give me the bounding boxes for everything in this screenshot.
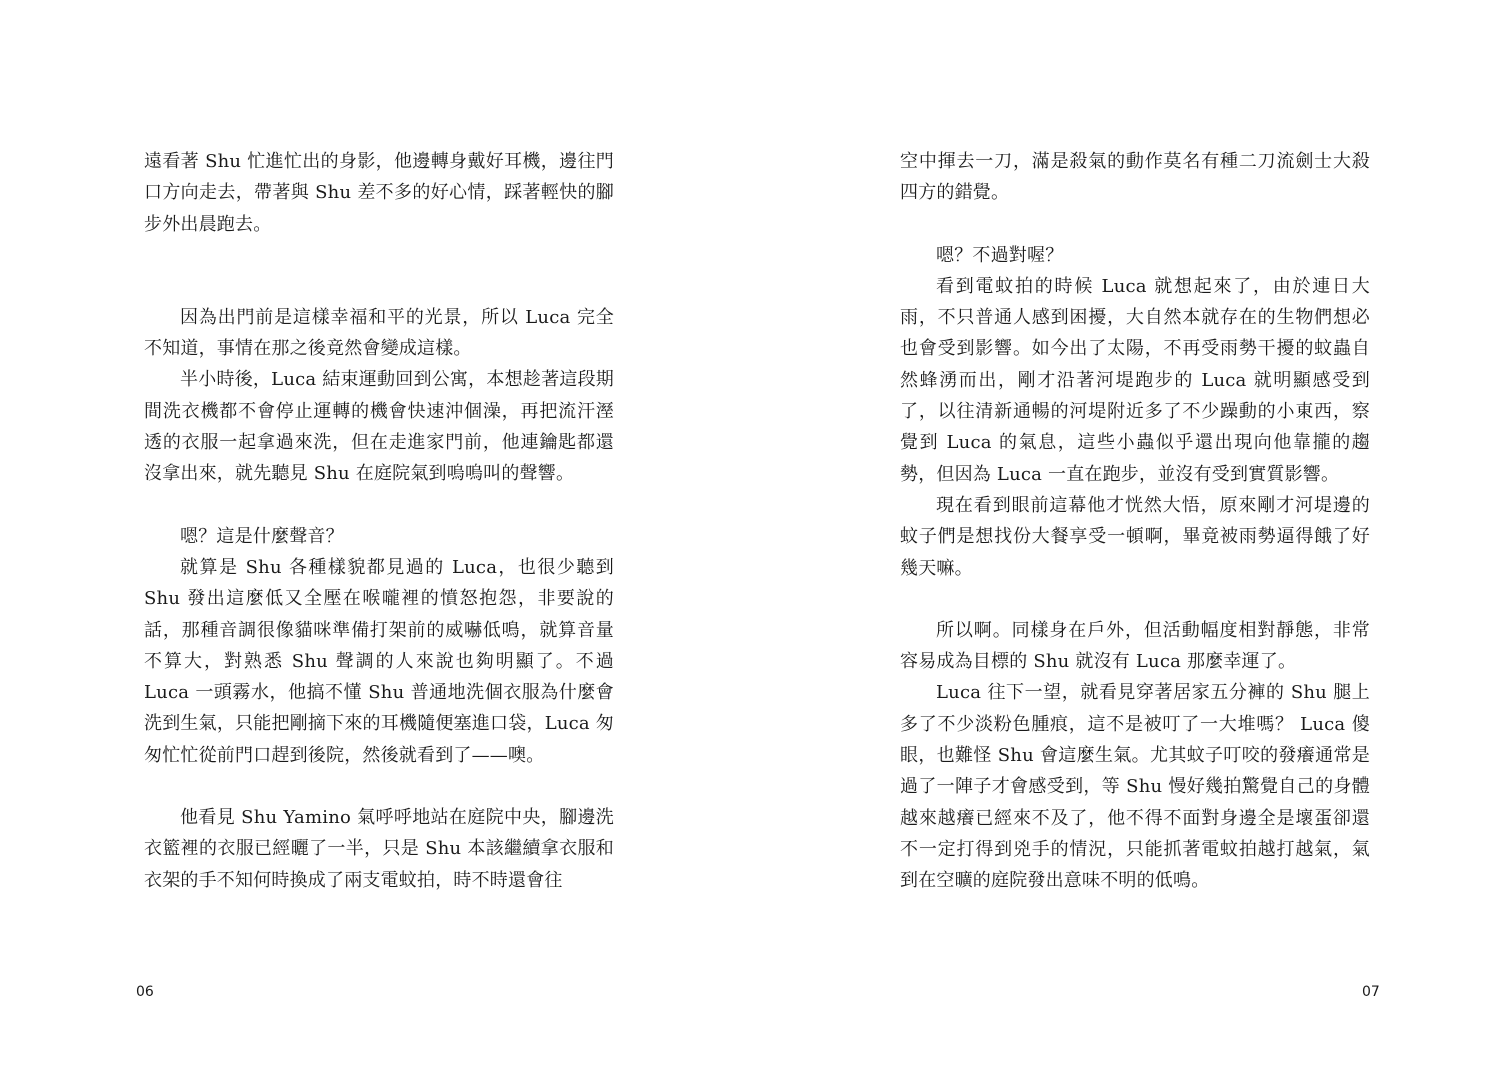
paragraph-gap xyxy=(900,584,1370,615)
paragraph: 看到電蚊拍的時候 Luca 就想起來了，由於連日大雨，不只普通人感到困擾，大自然本就存在的生物們想必也會受到影響。如今出了太陽，不再受雨勢干擾的蚊蟲自然蜂湧而出，剛才沿著河堤跑步的 Luca 就明顯感受到了，以往清新通暢的河堤附近多了不少躁動的小東西，察覺到 Luca 的氣息，這些小蟲似乎還出現向他靠攏的趨勢，但因為 Luca 一直在跑步，並沒有受到實質影響。 xyxy=(900,275,1370,485)
right-page-body xyxy=(900,146,1370,897)
paragraph: 嗯？不過對喔？ xyxy=(936,244,1064,266)
paragraph: 空中揮去一刀，滿是殺氣的動作莫名有種二刀流劍士大殺四方的錯覺。 xyxy=(900,151,1370,204)
paragraph: 因為出門前是這樣幸福和平的光景，所以 Luca 完全不知道，事情在那之後竟然會變成這樣。 xyxy=(144,306,614,360)
paragraph-gap xyxy=(144,490,614,521)
paragraph: 嗯？這是什麼聲音？ xyxy=(180,525,344,547)
page-number: 06 xyxy=(136,984,154,1000)
paragraph: 所以啊。同樣身在戶外，但活動幅度相對靜態，非常容易成為目標的 Shu 就沒有 Luca 那麼幸運了。 xyxy=(900,619,1370,673)
paragraph: 遠看著 Shu 忙進忙出的身影，他邊轉身戴好耳機，邊往門口方向走去，帶著與 Shu 差不多的好心情，踩著輕快的腳步外出晨跑去。 xyxy=(144,151,614,235)
paragraph: 他看見 Shu Yamino 氣呼呼地站在庭院中央，腳邊洗衣籃裡的衣服已經曬了一半，只是 Shu 本該繼續拿衣服和衣架的手不知何時換成了兩支電蚊拍，時不時還會往 xyxy=(144,807,614,891)
page-number: 07 xyxy=(1362,984,1380,1000)
paragraph: Luca 往下一望，就看見穿著居家五分褲的 Shu 腿上多了不少淡粉色腫痕，這不是被叮了一大堆嗎？ Luca 傻眼，也難怪 Shu 會這麼生氣。尤其蚊子叮咬的發癢通常是過了一陣子才會感受到，等 Shu 慢好幾拍驚覺自己的身體越來越癢已經來不及了，他不得不面對身邊全是壞蛋卻還不一定打得到兇手的情況，只能抓著電蚊拍越打越氣，氣到在空曠的庭院發出意味不明的低鳴。 xyxy=(900,682,1370,892)
right-page xyxy=(756,0,1512,1075)
paragraph: 就算是 Shu 各種樣貌都見過的 Luca，也很少聽到 Shu 發出這麼低又全壓在喉嚨裡的憤怒抱怨，非要說的話，那種音調很像貓咪準備打架前的威嚇低鳴，就算音量不算大，對熟悉 Shu 聲調的人來說也夠明顯了。不過 Luca 一頭霧水，他搞不懂 Shu 普通地洗個衣服為什麼會洗到生氣，只能把剛摘下來的耳機隨便塞進口袋，Luca 匆匆忙忙從前門口趕到後院，然後就看到了——噢。 xyxy=(144,556,614,766)
paragraph: 半小時後，Luca 結束運動回到公寓，本想趁著這段期間洗衣機都不會停止運轉的機會快速沖個澡，再把流汗溼透的衣服一起拿過來洗，但在走進家門前，他連鑰匙都還沒拿出來，就先聽見 Shu 在庭院氣到嗚嗚叫的聲響。 xyxy=(144,369,614,485)
paragraph-gap xyxy=(144,771,614,802)
section-break xyxy=(144,240,614,302)
left-page-body xyxy=(144,146,614,896)
paragraph: 現在看到眼前這幕他才恍然大悟，原來剛才河堤邊的蚊子們是想找份大餐享受一頓啊，畢竟被雨勢逼得餓了好幾天嘛。 xyxy=(900,494,1370,579)
paragraph-gap xyxy=(900,209,1370,240)
